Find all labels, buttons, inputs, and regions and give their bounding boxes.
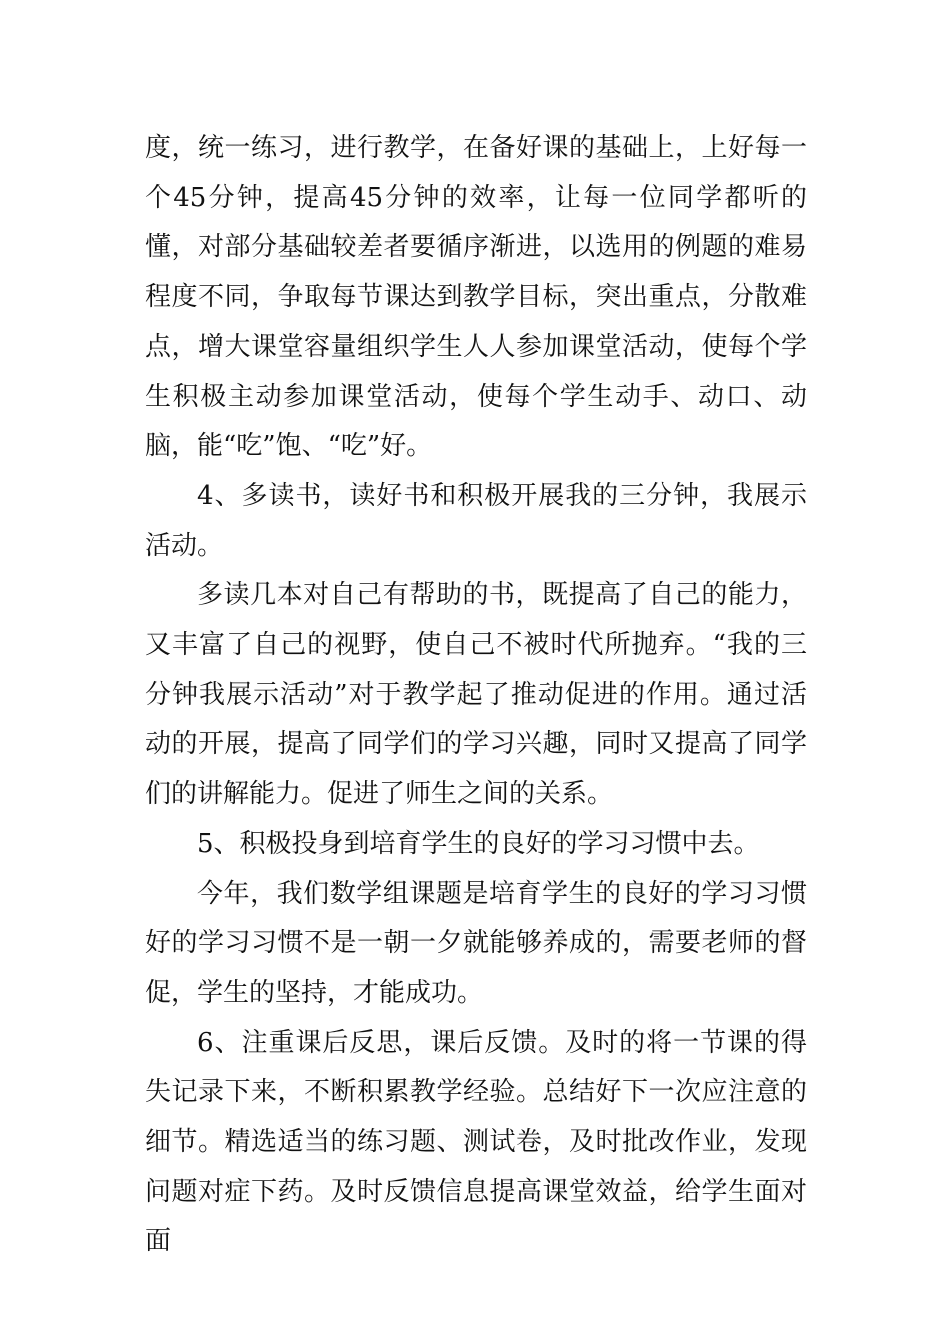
paragraph-item-4-heading: 4、多读书，读好书和积极开展我的三分钟，我展示活动。 (145, 480, 807, 561)
paragraph-study-habits: 今年，我们数学组课题是培育学生的良好的学习习惯好的学习习惯不是一朝一夕就能够养成的，需要老师的督促，学生的坚持，才能成功。 (145, 878, 807, 1008)
paragraph-reading-activity: 多读几本对自己有帮助的书，既提高了自己的能力，又丰富了自己的视野，使自己不被时代所抛弃。“我的三分钟我展示活动”对于教学起了推动促进的作用。通过活动的开展，提高了同学们的学习兴趣，同时又提高了同学们的讲解能力。促进了师生之间的关系。 (145, 580, 807, 810)
paragraph-item-6-reflection: 6、注重课后反思，课后反馈。及时的将一节课的得失记录下来，不断积累教学经验。总结好下一次应注意的细节。精选适当的练习题、测试卷，及时批改作业，发现问题对症下药。及时反馈信息提高课堂效益，给学生面对面 (145, 1027, 807, 1257)
paragraph-continuation: 度，统一练习，进行教学，在备好课的基础上，上好每一个45分钟，提高45分钟的效率，让每一位同学都听的懂，对部分基础较差者要循序渐进，以选用的例题的难易程度不同，争取每节课达到教学目标，突出重点，分散难点，增大课堂容量组织学生人人参加课堂活动，使每个学生积极主动参加课堂活动，使每个学生动手、动口、动脑，能“吃”饱、“吃”好。 (145, 133, 807, 462)
paragraph-item-5-heading: 5、积极投身到培育学生的良好的学习习惯中去。 (197, 828, 760, 859)
document-page (145, 124, 807, 1267)
